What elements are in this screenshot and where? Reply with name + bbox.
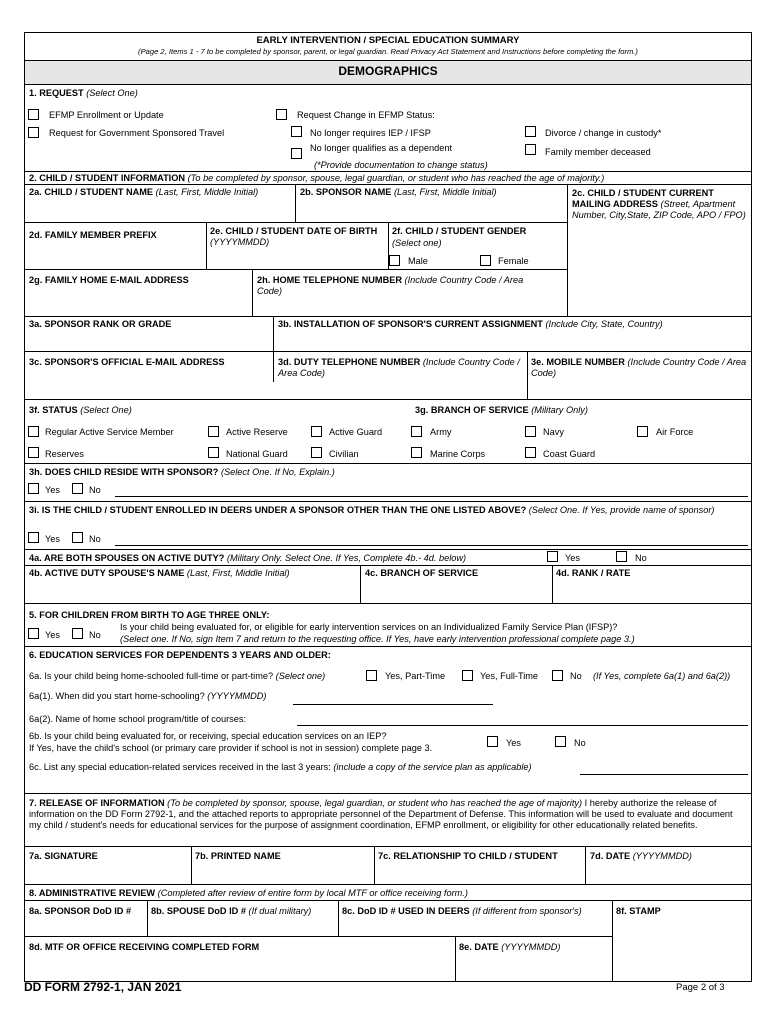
no-dep-checkbox[interactable] bbox=[291, 148, 302, 159]
section-title: DEMOGRAPHICS bbox=[338, 64, 438, 78]
5-no-label: No bbox=[89, 630, 101, 640]
s5-title: 5. FOR CHILDREN FROM BIRTH TO AGE THREE ONLY: bbox=[29, 610, 270, 620]
deceased-label: Family member deceased bbox=[545, 147, 651, 157]
6b-yes-label: Yes bbox=[506, 738, 521, 748]
part-time-label: Yes, Part-Time bbox=[385, 671, 446, 681]
male-label: Male bbox=[408, 256, 428, 266]
civilian-checkbox[interactable] bbox=[311, 447, 322, 458]
6a-no-checkbox[interactable] bbox=[552, 670, 563, 681]
field-8d[interactable]: 8d. MTF OR OFFICE RECEIVING COMPLETED FORM bbox=[29, 942, 260, 952]
deceased-checkbox[interactable] bbox=[525, 144, 536, 155]
full-time-checkbox[interactable] bbox=[462, 670, 473, 681]
3h-no-label: No bbox=[89, 485, 101, 495]
national-guard-label: National Guard bbox=[226, 449, 288, 459]
6b-yes-checkbox[interactable] bbox=[487, 736, 498, 747]
active-reserve-checkbox[interactable] bbox=[208, 426, 219, 437]
6a1-line[interactable] bbox=[293, 704, 493, 705]
s7-text: 7. RELEASE OF INFORMATION (To be completed by sponsor, spouse, legal guardian, or student who has reached the age of majority) I hereby authorize the release of information on the DD Form 2792-1, and the attached reports to appropriate personnel of the Department of Defense. This information will be used to evaluate and document my child / student's needs for educational services for the purpose of assignment coordination, EFMP enrollment, or eligibility for other educationally related benefits. bbox=[29, 798, 733, 830]
4a-no-label: No bbox=[635, 553, 647, 563]
field-8f[interactable]: 8f. STAMP bbox=[616, 906, 661, 916]
field-2g[interactable]: 2g. FAMILY HOME E-MAIL ADDRESS bbox=[29, 275, 189, 285]
3h-yes-label: Yes bbox=[45, 485, 60, 495]
field-6c: 6c. List any special education-related services received in the last 3 years: (include a copy of the service plan as applicable) bbox=[29, 762, 532, 772]
field-4d[interactable]: 4d. RANK / RATE bbox=[556, 568, 631, 578]
regular-label: Regular Active Service Member bbox=[45, 427, 174, 437]
5-no-checkbox[interactable] bbox=[72, 628, 83, 639]
change-status-label: Request Change in EFMP Status: bbox=[297, 110, 435, 120]
6a-hint: (If Yes, complete 6a(1) and 6a(2)) bbox=[593, 671, 731, 681]
field-3i: 3i. IS THE CHILD / STUDENT ENROLLED IN DEERS UNDER A SPONSOR OTHER THAN THE ONE LISTED ABOVE? (Select One. If Yes, provide name of sponsor) bbox=[29, 505, 715, 515]
s6-title: 6. EDUCATION SERVICES FOR DEPENDENTS 3 YEARS AND OLDER: bbox=[29, 650, 331, 660]
field-4b[interactable]: 4b. ACTIVE DUTY SPOUSE'S NAME (Last, First, Middle Initial) bbox=[29, 568, 290, 578]
reserves-label: Reserves bbox=[45, 449, 84, 459]
6a2-line[interactable] bbox=[297, 725, 748, 726]
field-8b[interactable]: 8b. SPOUSE DoD ID # (If dual military) bbox=[151, 906, 312, 916]
3h-yes-checkbox[interactable] bbox=[28, 483, 39, 494]
form-subtitle: (Page 2, Items 1 - 7 to be completed by sponsor, parent, or legal guardian. Read Privacy Act Statement and Instructions before completing the form.) bbox=[138, 47, 638, 56]
4a-no-checkbox[interactable] bbox=[616, 551, 627, 562]
3h-no-checkbox[interactable] bbox=[72, 483, 83, 494]
no-dep-label: No longer qualifies as a dependent bbox=[310, 143, 452, 153]
female-checkbox[interactable] bbox=[480, 255, 491, 266]
field-6a1: 6a(1). When did you start home-schooling? (YYYYMMDD) bbox=[29, 691, 267, 701]
3i-yes-label: Yes bbox=[45, 534, 60, 544]
female-label: Female bbox=[498, 256, 529, 266]
field-8a[interactable]: 8a. SPONSOR DoD ID # bbox=[29, 906, 132, 916]
field-2d[interactable]: 2d. FAMILY MEMBER PREFIX bbox=[29, 230, 157, 240]
marine-checkbox[interactable] bbox=[411, 447, 422, 458]
divorce-label: Divorce / change in custody* bbox=[545, 128, 662, 138]
field-3b[interactable]: 3b. INSTALLATION OF SPONSOR'S CURRENT ASSIGNMENT (Include City, State, Country) bbox=[278, 319, 663, 329]
field-3e[interactable]: 3e. MOBILE NUMBER (Include Country Code / Area Code) bbox=[531, 357, 747, 378]
field-4c[interactable]: 4c. BRANCH OF SERVICE bbox=[365, 568, 479, 578]
field-7c[interactable]: 7c. RELATIONSHIP TO CHILD / STUDENT bbox=[378, 851, 558, 861]
active-guard-label: Active Guard bbox=[329, 427, 383, 437]
army-label: Army bbox=[430, 427, 452, 437]
field-3g: 3g. BRANCH OF SERVICE (Military Only) bbox=[415, 405, 588, 415]
field-2a[interactable]: 2a. CHILD / STUDENT NAME (Last, First, Middle Initial) bbox=[29, 187, 259, 197]
3h-explain-line[interactable] bbox=[115, 496, 748, 497]
3i-yes-checkbox[interactable] bbox=[28, 532, 39, 543]
gov-travel-checkbox[interactable] bbox=[28, 127, 39, 138]
field-4a: 4a. ARE BOTH SPOUSES ON ACTIVE DUTY? (Military Only. Select One. If Yes, Complete 4b.- 4d. below) bbox=[29, 553, 467, 563]
6a-no-label: No bbox=[570, 671, 582, 681]
form-page bbox=[24, 32, 752, 982]
coast-guard-label: Coast Guard bbox=[543, 449, 596, 459]
air-force-label: Air Force bbox=[656, 427, 694, 437]
s5-question: Is your child being evaluated for, or eligible for early intervention services on an Individualized Family Service Plan (IFSP)? bbox=[120, 622, 618, 632]
field-3c[interactable]: 3c. SPONSOR'S OFFICIAL E-MAIL ADDRESS bbox=[29, 357, 225, 367]
page-number: Page 2 of 3 bbox=[676, 982, 725, 993]
civilian-label: Civilian bbox=[329, 449, 359, 459]
5-yes-label: Yes bbox=[45, 630, 60, 640]
3i-no-label: No bbox=[89, 534, 101, 544]
field-2e[interactable]: 2e. CHILD / STUDENT DATE OF BIRTH (YYYYMMDD) bbox=[210, 226, 378, 247]
6b-no-label: No bbox=[574, 738, 586, 748]
s1-title: 1. REQUEST (Select One) bbox=[29, 88, 138, 98]
field-2f-note: (Select one) bbox=[392, 238, 442, 248]
field-2h[interactable]: 2h. HOME TELEPHONE NUMBER (Include Country Code / Area Code) bbox=[257, 275, 524, 296]
no-iep-checkbox[interactable] bbox=[291, 126, 302, 137]
marine-label: Marine Corps bbox=[430, 449, 486, 459]
3i-sponsor-line[interactable] bbox=[115, 545, 748, 546]
full-time-label: Yes, Full-Time bbox=[480, 671, 539, 681]
field-3a[interactable]: 3a. SPONSOR RANK OR GRADE bbox=[29, 319, 172, 329]
regular-checkbox[interactable] bbox=[28, 426, 39, 437]
doc-note: (*Provide documentation to change status) bbox=[314, 160, 488, 170]
change-status-checkbox[interactable] bbox=[276, 109, 287, 120]
field-8c[interactable]: 8c. DoD ID # USED IN DEERS (If different from sponsor's) bbox=[342, 906, 582, 916]
coast-guard-checkbox[interactable] bbox=[525, 447, 536, 458]
gov-travel-label: Request for Government Sponsored Travel bbox=[49, 128, 225, 138]
navy-checkbox[interactable] bbox=[525, 426, 536, 437]
no-iep-label: No longer requires IEP / IFSP bbox=[310, 128, 431, 138]
field-3d[interactable]: 3d. DUTY TELEPHONE NUMBER (Include Country Code / Area Code) bbox=[278, 357, 520, 378]
field-7b[interactable]: 7b. PRINTED NAME bbox=[195, 851, 281, 861]
s5-instructions: (Select one. If No, sign Item 7 and return to the requesting office. If Yes, have early intervention professional complete page 3.) bbox=[120, 634, 635, 644]
field-2c[interactable]: 2c. CHILD / STUDENT CURRENT MAILING ADDRESS (Street, Apartment Number, City,State, ZIP Code, APO / FPO) bbox=[572, 188, 746, 220]
active-guard-checkbox[interactable] bbox=[311, 426, 322, 437]
4a-yes-checkbox[interactable] bbox=[547, 551, 558, 562]
field-2b[interactable]: 2b. SPONSOR NAME (Last, First, Middle Initial) bbox=[300, 187, 497, 197]
4a-yes-label: Yes bbox=[565, 553, 580, 563]
navy-label: Navy bbox=[543, 427, 564, 437]
field-6b-instr: If Yes, have the child's school (or primary care provider if school is not in session) complete page 3. bbox=[29, 743, 433, 753]
s8-title: 8. ADMINISTRATIVE REVIEW (Completed after review of entire form by local MTF or office receiving form.) bbox=[29, 888, 468, 898]
male-checkbox[interactable] bbox=[389, 255, 400, 266]
field-7a[interactable]: 7a. SIGNATURE bbox=[29, 851, 98, 861]
field-7d[interactable]: 7d. DATE (YYYYMMDD) bbox=[590, 851, 692, 861]
army-checkbox[interactable] bbox=[411, 426, 422, 437]
part-time-checkbox[interactable] bbox=[366, 670, 377, 681]
form-title: EARLY INTERVENTION / SPECIAL EDUCATION SUMMARY bbox=[256, 35, 520, 46]
reserves-checkbox[interactable] bbox=[28, 447, 39, 458]
field-2f: 2f. CHILD / STUDENT GENDER bbox=[392, 226, 527, 236]
s2-title: 2. CHILD / STUDENT INFORMATION (To be completed by sponsor, spouse, legal guardian, or student who has reached the age of majority.) bbox=[29, 173, 605, 183]
5-yes-checkbox[interactable] bbox=[28, 628, 39, 639]
field-6a2: 6a(2). Name of home school program/title of courses: bbox=[29, 714, 247, 724]
field-8e[interactable]: 8e. DATE (YYYYMMDD) bbox=[459, 942, 561, 952]
field-6b-q: 6b. Is your child being evaluated for, or receiving, special education services on an IEP? bbox=[29, 731, 387, 741]
air-force-checkbox[interactable] bbox=[637, 426, 648, 437]
field-3f: 3f. STATUS (Select One) bbox=[29, 405, 132, 415]
form-number: DD FORM 2792-1, JAN 2021 bbox=[24, 980, 182, 994]
efmp-checkbox[interactable] bbox=[28, 109, 39, 120]
national-guard-checkbox[interactable] bbox=[208, 447, 219, 458]
active-reserve-label: Active Reserve bbox=[226, 427, 288, 437]
6b-no-checkbox[interactable] bbox=[555, 736, 566, 747]
divorce-checkbox[interactable] bbox=[525, 126, 536, 137]
field-6a: 6a. Is your child being home-schooled full-time or part-time? (Select one) bbox=[29, 671, 326, 681]
6c-line[interactable] bbox=[580, 774, 748, 775]
3i-no-checkbox[interactable] bbox=[72, 532, 83, 543]
field-3h: 3h. DOES CHILD RESIDE WITH SPONSOR? (Select One. If No, Explain.) bbox=[29, 467, 335, 477]
efmp-label: EFMP Enrollment or Update bbox=[49, 110, 164, 120]
